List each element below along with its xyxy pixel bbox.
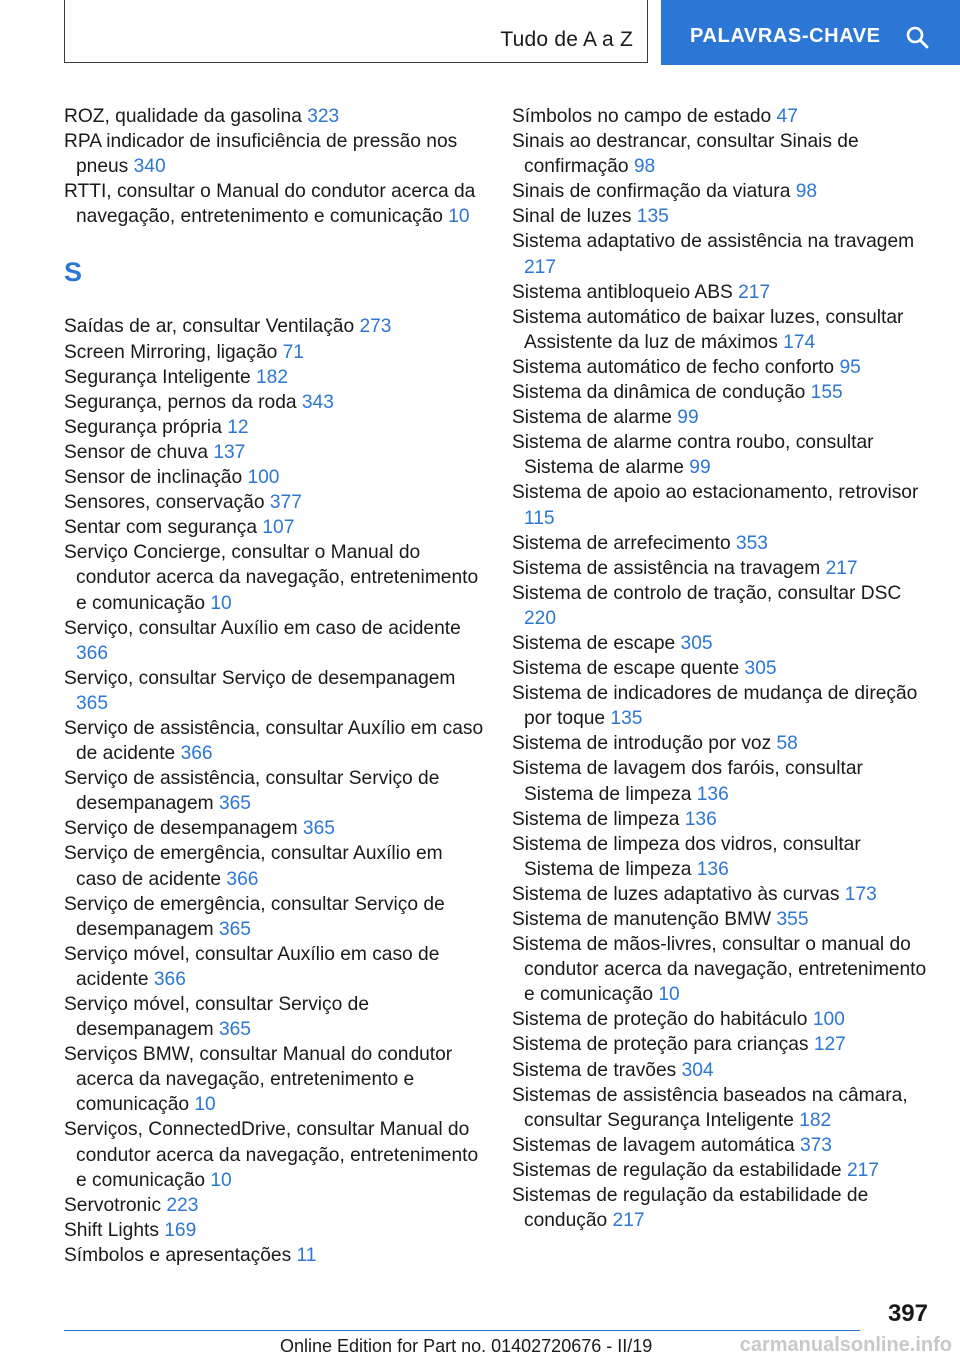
- index-entry: [64, 515, 484, 540]
- entry-text: Sistemas de regulação da estabilidade: [512, 1159, 847, 1181]
- index-entry: [64, 340, 484, 365]
- index-entry: [512, 907, 932, 932]
- entry-text: Sistema da dinâmica de condução: [512, 382, 811, 404]
- entry-text: Sistema de introdução por voz: [512, 733, 777, 755]
- page-link[interactable]: 10: [210, 592, 232, 614]
- header: [0, 0, 960, 66]
- entry-text: Serviços BMW, consultar Manual do condutor acerca da navegação, entretenimento e comunicação: [64, 1044, 453, 1116]
- entry-text: Sistema de proteção para crianças: [512, 1034, 814, 1056]
- keywords-tab[interactable]: [661, 0, 960, 65]
- index-entry: [64, 841, 484, 891]
- entry-text: Sinal de luzes: [512, 206, 637, 228]
- entry-text: Saídas de ar, consultar Ventilação: [64, 316, 360, 338]
- page-link[interactable]: 366: [76, 642, 109, 664]
- page-link[interactable]: 220: [524, 607, 557, 629]
- entry-text: Símbolos no campo de estado: [512, 106, 777, 127]
- index-list-s: [64, 314, 484, 1268]
- entry-text: Sistemas de lavagem automática: [512, 1134, 800, 1156]
- page-link[interactable]: 365: [218, 918, 251, 940]
- page-link[interactable]: 366: [180, 743, 213, 765]
- entry-text: Sistema de indicadores de mudança de direção por toque: [512, 683, 918, 730]
- entry-text: Screen Mirroring, ligação: [64, 341, 283, 363]
- entry-text: Sistemas de regulação da estabilidade de condução: [512, 1185, 869, 1232]
- page-link[interactable]: 10: [210, 1169, 232, 1191]
- page-link[interactable]: 107: [262, 517, 295, 539]
- index-entry: [64, 129, 484, 179]
- entry-text: Sistema de luzes adaptativo às curvas: [512, 883, 845, 905]
- entry-text: Sistema adaptativo de assistência na travagem: [512, 231, 915, 253]
- index-column-right: [512, 104, 932, 1233]
- index-column-left: [64, 104, 484, 1268]
- index-entry: [512, 731, 932, 756]
- entry-text: Sistema de assistência na travagem: [512, 557, 826, 579]
- page-link[interactable]: 377: [269, 492, 302, 514]
- page-link[interactable]: 182: [256, 366, 289, 388]
- index-entry: [512, 531, 932, 556]
- entry-text: Serviço Concierge, consultar o Manual do condutor acerca da navegação, entretenimento e comunicação: [64, 542, 479, 614]
- index-entry: [512, 656, 932, 681]
- entry-text: Sensor de chuva: [64, 441, 214, 463]
- index-entry: [512, 1133, 932, 1158]
- index-entry: [64, 1193, 484, 1218]
- index-entry: [512, 832, 932, 882]
- page-link[interactable]: 182: [799, 1109, 832, 1131]
- index-entry: [512, 129, 932, 179]
- edition-text: Online Edition for Part no. 01402720676 - II/19: [280, 1336, 653, 1356]
- page-link[interactable]: 305: [744, 658, 777, 680]
- entry-text: Sistema de limpeza: [512, 808, 685, 830]
- page-link[interactable]: 136: [684, 808, 717, 830]
- index-entry: [64, 365, 484, 390]
- entry-text: Sistema de alarme: [512, 407, 678, 429]
- page-link[interactable]: 366: [153, 968, 186, 990]
- page-link[interactable]: 373: [799, 1134, 832, 1156]
- search-icon[interactable]: [905, 25, 929, 49]
- index-entry: [512, 104, 932, 129]
- index-entry: [512, 1007, 932, 1032]
- section-letter: S: [64, 257, 83, 288]
- watermark: carmanualsonline.info: [739, 1334, 952, 1356]
- entry-text: Sinais ao destrancar, consultar Sinais de confirmação: [512, 131, 859, 178]
- entry-text: Serviço, consultar Serviço de desempanagem: [64, 667, 456, 689]
- index-entry: [64, 716, 484, 766]
- page-link[interactable]: 155: [810, 382, 843, 404]
- entry-text: Servotronic: [64, 1194, 167, 1216]
- index-entry: [512, 807, 932, 832]
- entry-text: ROZ, qualidade da gasolina: [64, 106, 308, 127]
- index-entry: [64, 1117, 484, 1192]
- entry-text: Sensor de inclinação: [64, 467, 248, 489]
- header-az-tab[interactable]: [64, 0, 648, 63]
- page-link[interactable]: 98: [633, 156, 656, 178]
- page-link[interactable]: 100: [812, 1009, 845, 1031]
- index-entry: [512, 229, 932, 279]
- page-link[interactable]: 100: [247, 467, 280, 489]
- index-entry: [64, 942, 484, 992]
- index-entry: [512, 1183, 932, 1233]
- index-list-r: [64, 104, 484, 229]
- index-entry: [512, 756, 932, 806]
- index-entry: [512, 932, 932, 1007]
- entry-text: Sistema de arrefecimento: [512, 532, 736, 554]
- page-link[interactable]: 365: [218, 793, 251, 815]
- index-entry: [64, 992, 484, 1042]
- index-entry: [64, 540, 484, 615]
- index-entry: [512, 380, 932, 405]
- index-entry: [512, 1158, 932, 1183]
- entry-text: Serviço, consultar Auxílio em caso de acidente: [64, 617, 461, 639]
- index-entry: [512, 204, 932, 229]
- page-link[interactable]: 10: [658, 984, 680, 1006]
- page-link[interactable]: 217: [825, 557, 858, 579]
- index-entry: [64, 1042, 484, 1117]
- page-link[interactable]: 217: [846, 1159, 879, 1181]
- page-link[interactable]: 12: [227, 416, 249, 438]
- index-entry: [64, 440, 484, 465]
- index-entry: [512, 581, 932, 631]
- page-link[interactable]: 127: [813, 1034, 846, 1056]
- entry-text: Sistema antibloqueio ABS: [512, 281, 739, 303]
- footer-divider: [64, 1330, 860, 1331]
- page-link[interactable]: 304: [681, 1059, 714, 1081]
- index-entry: [512, 179, 932, 204]
- index-entry: [512, 1083, 932, 1133]
- index-entry: [512, 305, 932, 355]
- page-link[interactable]: 137: [213, 441, 246, 463]
- entry-text: Sistema de escape quente: [512, 658, 745, 680]
- index-entry: [512, 280, 932, 305]
- entry-text: Serviço de emergência, consultar Serviço de desempanagem: [64, 893, 445, 940]
- entry-text: Sistema automático de fecho conforto: [512, 356, 840, 378]
- entry-text: Sistema de controlo de tração, consultar DSC: [512, 582, 902, 604]
- index-entry: [64, 616, 484, 666]
- entry-text: Sistema de travões: [512, 1059, 682, 1081]
- page-link[interactable]: 95: [839, 356, 861, 378]
- index-entry: [64, 1243, 484, 1268]
- page-link[interactable]: 136: [696, 783, 729, 805]
- page-link[interactable]: 135: [610, 708, 643, 730]
- page-link[interactable]: 115: [524, 507, 555, 529]
- page-link[interactable]: 173: [844, 883, 877, 905]
- index-entry: [64, 465, 484, 490]
- index-entry: [64, 766, 484, 816]
- index-list-s-continued: [512, 104, 932, 1233]
- entry-text: Shift Lights: [64, 1219, 165, 1241]
- index-entry: [64, 314, 484, 339]
- keywords-tab-label[interactable]: PALAVRAS-CHAVE: [690, 25, 881, 47]
- page-link[interactable]: 10: [448, 206, 470, 228]
- page-link[interactable]: 99: [677, 407, 699, 429]
- entry-text: Sinais de confirmação da viatura: [512, 181, 796, 203]
- page-link[interactable]: 58: [776, 733, 798, 755]
- index-entry: [512, 556, 932, 581]
- index-entry: [512, 681, 932, 731]
- page-link[interactable]: 355: [776, 909, 809, 930]
- page-link[interactable]: 305: [680, 632, 713, 654]
- index-entry: [64, 490, 484, 515]
- page-link[interactable]: 365: [302, 818, 335, 840]
- page-link[interactable]: 10: [194, 1094, 216, 1116]
- index-entry: [512, 1032, 932, 1057]
- index-entry: [512, 355, 932, 380]
- entry-text: Segurança própria: [64, 416, 228, 438]
- page-link[interactable]: 217: [524, 256, 557, 278]
- page-link[interactable]: 169: [164, 1219, 197, 1241]
- index-entry: [512, 631, 932, 656]
- page-link[interactable]: 343: [301, 391, 334, 413]
- index-entry: [64, 390, 484, 415]
- entry-text: Sistema de proteção do habitáculo: [512, 1009, 813, 1031]
- entry-text: RPA indicador de insuficiência de pressão nos pneus: [64, 131, 458, 178]
- entry-text: Serviço de desempanagem: [64, 818, 303, 840]
- entry-text: Símbolos e apresentações: [64, 1244, 297, 1266]
- page-link[interactable]: 217: [612, 1210, 645, 1232]
- entry-text: Serviço de assistência, consultar Auxílio em caso de acidente: [64, 717, 484, 765]
- index-entry: [64, 104, 484, 129]
- entry-text: Sistema de mãos-livres, consultar o manual do condutor acerca da navegação, entretenimento e comunicação: [512, 934, 927, 1006]
- index-entry: [512, 1058, 932, 1083]
- page-number: 397: [887, 1300, 928, 1327]
- page-link[interactable]: 135: [636, 206, 669, 228]
- page-link[interactable]: 99: [689, 457, 711, 479]
- entry-text: Sistema de manutenção BMW: [512, 909, 777, 930]
- page-link[interactable]: 217: [738, 281, 771, 303]
- page-link[interactable]: 323: [307, 106, 340, 127]
- page-link[interactable]: 71: [282, 341, 304, 363]
- index-entry: [512, 882, 932, 907]
- entry-text: RTTI, consultar o Manual do condutor acerca da navegação, entretenimento e comunicação: [64, 181, 476, 228]
- az-tab-label[interactable]: Tudo de A a Z: [500, 28, 633, 51]
- entry-text: Serviço de assistência, consultar Serviço de desempanagem: [64, 768, 440, 815]
- entry-text: Serviço de emergência, consultar Auxílio em caso de acidente: [64, 843, 443, 890]
- entry-text: Serviço móvel, consultar Serviço de desempanagem: [64, 994, 369, 1041]
- page-link[interactable]: 223: [166, 1194, 199, 1216]
- page-link[interactable]: 47: [776, 106, 798, 127]
- page-link[interactable]: 11: [296, 1244, 317, 1266]
- page-link[interactable]: 273: [359, 316, 392, 338]
- entry-text: Sistema automático de baixar luzes, consultar Assistente da luz de máximos: [512, 306, 904, 353]
- index-entry: [512, 430, 932, 480]
- entry-text: Serviço móvel, consultar Auxílio em caso de acidente: [64, 943, 440, 990]
- entry-text: Segurança Inteligente: [64, 366, 257, 388]
- entry-text: Sistema de limpeza dos vidros, consultar Sistema de limpeza: [512, 833, 861, 880]
- index-entry: [64, 415, 484, 440]
- entry-text: Sistema de escape: [512, 632, 681, 654]
- page-link[interactable]: 98: [795, 181, 818, 203]
- entry-text: Sensores, conservação: [64, 492, 270, 514]
- page-link[interactable]: 353: [735, 532, 768, 554]
- index-entry: [64, 179, 484, 229]
- entry-text: Sentar com segurança: [64, 517, 263, 539]
- page-link[interactable]: 365: [218, 1019, 251, 1041]
- index-entry: [512, 405, 932, 430]
- page-link[interactable]: 340: [133, 156, 166, 178]
- entry-text: Sistema de alarme contra roubo, consultar Sistema de alarme: [512, 432, 874, 479]
- page-link[interactable]: 366: [226, 868, 259, 890]
- entry-text: Segurança, pernos da roda: [64, 391, 302, 413]
- page-link[interactable]: 365: [76, 692, 109, 714]
- index-entry: [64, 1218, 484, 1243]
- index-entry: [64, 892, 484, 942]
- index-entry: [64, 666, 484, 716]
- entry-text: Sistema de lavagem dos faróis, consultar Sistema de limpeza: [512, 758, 863, 805]
- entry-text: Sistema de apoio ao estacionamento, retrovisor: [512, 482, 919, 504]
- index-entry: [512, 480, 932, 530]
- page-link[interactable]: 174: [783, 331, 816, 353]
- page-link[interactable]: 136: [696, 858, 729, 880]
- index-entry: [64, 816, 484, 841]
- entry-text: Sistemas de assistência baseados na câmara, consultar Segurança Inteligente: [512, 1084, 908, 1131]
- entry-text: Serviços, ConnectedDrive, consultar Manual do condutor acerca da navegação, entretenimento e comunicação: [64, 1119, 479, 1191]
